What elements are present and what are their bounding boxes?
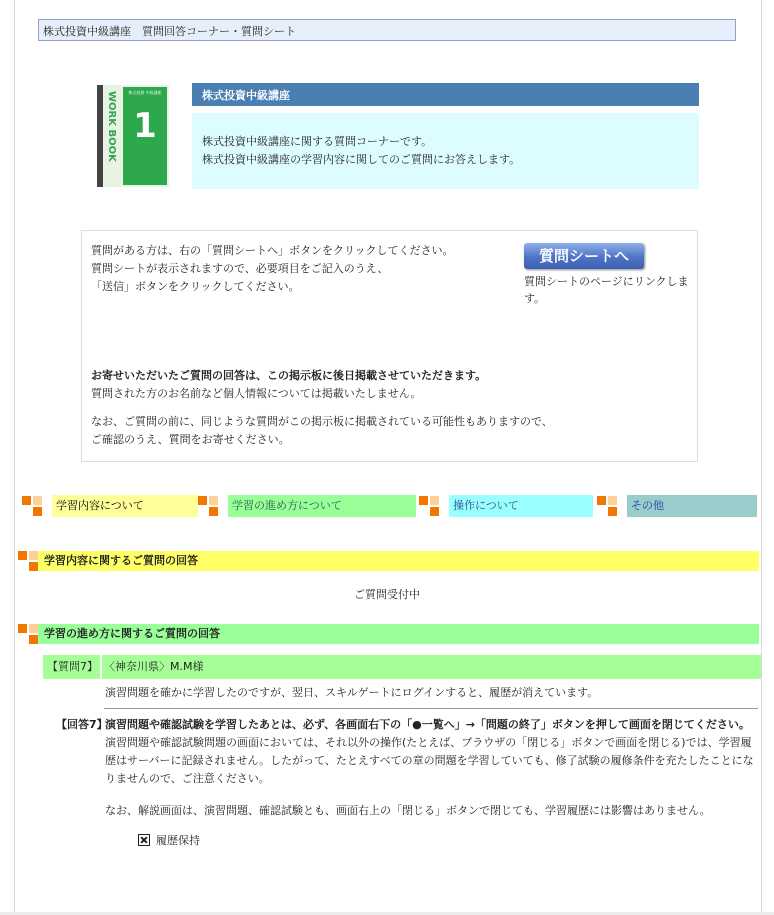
- nav-label-progress[interactable]: 学習の進め方について: [228, 495, 416, 517]
- nav-item-other[interactable]: [597, 494, 757, 517]
- orange-square-icon: [18, 551, 38, 571]
- instructions: [91, 242, 511, 296]
- page-title-bar: [38, 19, 736, 41]
- question-label: 【質問7】: [43, 655, 100, 679]
- workbook-cover-image: [97, 85, 169, 187]
- instruction-line-3: 「送信」ボタンをクリックしてください。: [91, 280, 300, 293]
- section-progress-title: 学習の進め方に関するご質問の回答: [38, 624, 759, 644]
- duplicate-note-line-1: なお、ご質問の前に、同じような質問がこの掲示板に掲載されている可能性もありますので、: [91, 415, 553, 428]
- answer-note: なお、解説画面は、演習問題、確認試験とも、画面右上の「閉じる」ボタンで閉じても、学習履歴には影響はありません。: [105, 804, 711, 817]
- nav-label-operation[interactable]: 操作について: [449, 495, 593, 517]
- nav-label-other[interactable]: その他: [627, 495, 757, 517]
- instruction-line-1: 質問がある方は、右の「質問シートへ」ボタンをクリックしてください。: [91, 244, 454, 257]
- privacy-note: 質問された方のお名前など個人情報については掲載いたしません。: [91, 387, 422, 400]
- answer-policy: [91, 367, 486, 403]
- page-title: 株式投資中級講座 質問回答コーナー・質問シート: [43, 25, 296, 38]
- question-sheet-button[interactable]: 質問シートへ: [524, 243, 644, 269]
- orange-square-icon: [22, 496, 42, 516]
- answer-body: 演習問題や確認試験問題の画面においては、それ以外の操作(たとえば、ブラウザの「閉じる」ボタンで画面を閉じる)では、学習履歴はサーバーに記録されません。したがって、たとえすべての章の問題を学習していても、修了試験の履修条件を充たしたことになりませんので、ご注意ください。: [105, 736, 754, 785]
- section-content-header: [18, 550, 759, 572]
- duplicate-note: [91, 413, 553, 449]
- intro-title: 株式投資中級講座: [192, 83, 699, 106]
- orange-square-icon: [597, 496, 617, 516]
- workbook-number: 1: [133, 106, 157, 146]
- intro-body: [192, 113, 699, 189]
- x-box-icon: [138, 834, 150, 846]
- orange-square-icon: [18, 624, 38, 644]
- workbook-vertical-title: WORK BOOK: [106, 91, 117, 162]
- nav-item-operation[interactable]: [419, 494, 593, 517]
- info-box: [81, 230, 698, 462]
- instruction-line-2: 質問シートが表示されますので、必要項目をご記入のうえ、: [91, 262, 389, 275]
- answer-bold: 演習問題や確認試験を学習したあとは、必ず、各画面右下の「●一覧へ」→「問題の終了」ボタンを押して画面を閉じてください。: [105, 718, 750, 731]
- answer-policy-bold: お寄せいただいたご質問の回答は、この掲示板に後日掲載させていただきます。: [91, 369, 487, 382]
- section-content-title: 学習内容に関するご質問の回答: [38, 551, 759, 571]
- answer-text: [105, 716, 760, 788]
- history-keep-label: 履歴保持: [156, 834, 200, 847]
- question-sheet-note: 質問シートのページにリンクします。: [524, 275, 689, 305]
- orange-square-icon: [198, 496, 218, 516]
- workbook-small-title: 株式投資 中級講座: [128, 90, 162, 95]
- nav-item-content[interactable]: [22, 494, 198, 517]
- history-keep: [138, 832, 200, 848]
- question-asker: 〈神奈川県〉M.M様: [102, 655, 761, 679]
- intro-line-1: 株式投資中級講座に関する質問コーナーです。: [202, 135, 433, 148]
- nav-label-content[interactable]: 学習内容について: [52, 495, 198, 517]
- intro-line-2: 株式投資中級講座の学習内容に関してのご質問にお答えします。: [202, 153, 521, 166]
- section-content-status: ご質問受付中: [354, 588, 420, 601]
- question-text: 演習問題を確かに学習したのですが、翌日、スキルゲートにログインすると、履歴が消えています。: [105, 686, 599, 699]
- duplicate-note-line-2: ご確認のうえ、質問をお寄せください。: [91, 433, 290, 446]
- nav-item-progress[interactable]: [198, 494, 416, 517]
- orange-square-icon: [419, 496, 439, 516]
- answer-label: 【回答7】: [56, 718, 108, 731]
- section-progress-header: [18, 623, 759, 645]
- qa-divider: [104, 708, 758, 709]
